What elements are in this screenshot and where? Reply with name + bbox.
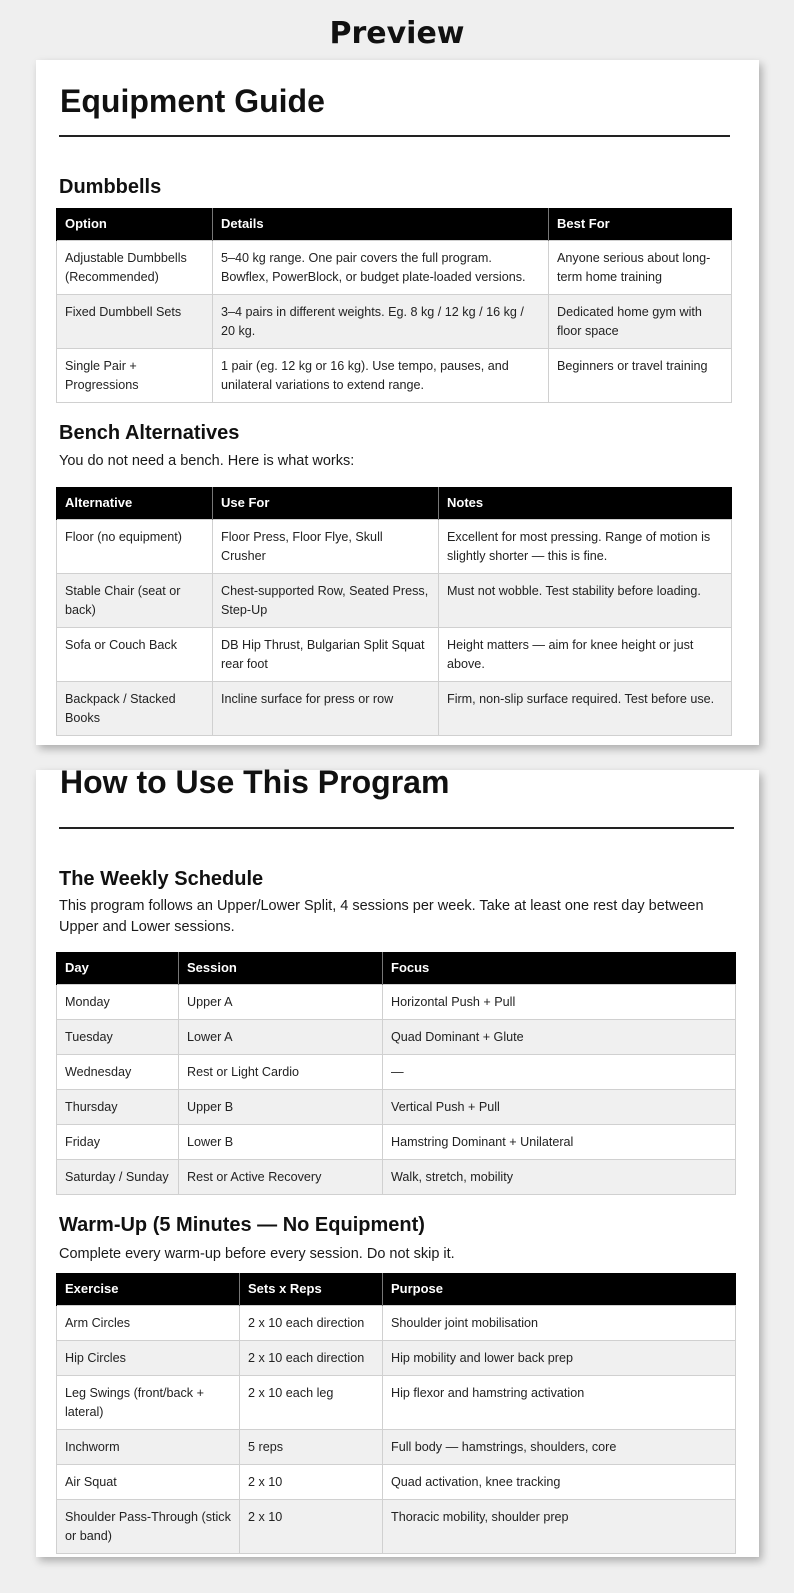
document-page-how-to-use xyxy=(36,764,759,1557)
table-row xyxy=(57,1089,736,1124)
table-cell: Incline surface for press or row xyxy=(213,681,439,735)
table-header-row xyxy=(57,208,732,240)
schedule-intro: This program follows an Upper/Lower Split, 4 sessions per week. Take at least one rest day between Upper and Lower sessions. xyxy=(59,898,704,935)
table-cell: Monday xyxy=(57,984,179,1019)
table-cell: Shoulder Pass-Through (stick or band) xyxy=(57,1499,240,1553)
table-cell: Rest or Light Cardio xyxy=(179,1054,383,1089)
table-row xyxy=(57,519,732,573)
dumbbells-table xyxy=(56,208,732,403)
page-title: How to Use This Program xyxy=(60,764,450,800)
column-header: Day xyxy=(57,952,179,984)
table-cell: Inchworm xyxy=(57,1429,240,1464)
column-header: Focus xyxy=(383,952,736,984)
table-cell: Backpack / Stacked Books xyxy=(57,681,213,735)
table-cell: 5–40 kg range. One pair covers the full program. Bowflex, PowerBlock, or budget plate-loaded versions. xyxy=(213,240,549,294)
table-row xyxy=(57,294,732,348)
table-cell: Saturday / Sunday xyxy=(57,1159,179,1194)
column-header: Sets x Reps xyxy=(240,1273,383,1305)
table-row xyxy=(57,1429,736,1464)
table-row xyxy=(57,627,732,681)
table-cell: Leg Swings (front/back + lateral) xyxy=(57,1375,240,1429)
table-cell: Floor (no equipment) xyxy=(57,519,213,573)
table-cell: Upper A xyxy=(179,984,383,1019)
column-header: Session xyxy=(179,952,383,984)
page-title: Equipment Guide xyxy=(60,83,325,119)
table-cell: Arm Circles xyxy=(57,1305,240,1340)
table-cell: Stable Chair (seat or back) xyxy=(57,573,213,627)
table-cell: Quad activation, knee tracking xyxy=(383,1464,736,1499)
table-cell: Thoracic mobility, shoulder prep xyxy=(383,1499,736,1553)
column-header: Purpose xyxy=(383,1273,736,1305)
table-cell: Adjustable Dumbbells (Recommended) xyxy=(57,240,213,294)
table-cell: Air Squat xyxy=(57,1464,240,1499)
table-cell: DB Hip Thrust, Bulgarian Split Squat rear foot xyxy=(213,627,439,681)
table-cell: Floor Press, Floor Flye, Skull Crusher xyxy=(213,519,439,573)
table-cell: 2 x 10 each direction xyxy=(240,1305,383,1340)
table-cell: Hip flexor and hamstring activation xyxy=(383,1375,736,1429)
table-row xyxy=(57,573,732,627)
table-row xyxy=(57,681,732,735)
table-cell: Vertical Push + Pull xyxy=(383,1089,736,1124)
table-cell: Quad Dominant + Glute xyxy=(383,1019,736,1054)
bench-alternatives-table xyxy=(56,487,732,736)
table-cell: Beginners or travel training xyxy=(549,348,732,402)
table-cell: Lower B xyxy=(179,1124,383,1159)
table-cell: Full body — hamstrings, shoulders, core xyxy=(383,1429,736,1464)
table-cell: Friday xyxy=(57,1124,179,1159)
document-page-equipment-guide xyxy=(36,60,759,745)
warm-up-table xyxy=(56,1273,736,1554)
table-cell: Dedicated home gym with floor space xyxy=(549,294,732,348)
bench-intro: You do not need a bench. Here is what works: xyxy=(59,453,355,469)
table-cell: 1 pair (eg. 12 kg or 16 kg). Use tempo, pauses, and unilateral variations to extend range. xyxy=(213,348,549,402)
table-row xyxy=(57,1054,736,1089)
table-row xyxy=(57,1340,736,1375)
title-divider xyxy=(59,827,734,829)
table-header-row xyxy=(57,1273,736,1305)
column-header: Exercise xyxy=(57,1273,240,1305)
table-cell: 2 x 10 each direction xyxy=(240,1340,383,1375)
table-cell: — xyxy=(383,1054,736,1089)
preview-title: Preview xyxy=(329,16,465,51)
column-header: Option xyxy=(57,208,213,240)
warmup-intro: Complete every warm-up before every session. Do not skip it. xyxy=(59,1246,455,1262)
column-header: Alternative xyxy=(57,487,213,519)
section-heading-warm-up: Warm-Up (5 Minutes — No Equipment) xyxy=(59,1214,425,1236)
table-row xyxy=(57,1019,736,1054)
table-cell: Wednesday xyxy=(57,1054,179,1089)
table-cell: Sofa or Couch Back xyxy=(57,627,213,681)
table-row xyxy=(57,1375,736,1429)
table-row xyxy=(57,984,736,1019)
table-cell: Upper B xyxy=(179,1089,383,1124)
title-divider xyxy=(59,135,730,137)
table-cell: 3–4 pairs in different weights. Eg. 8 kg / 12 kg / 16 kg / 20 kg. xyxy=(213,294,549,348)
section-heading-bench-alternatives: Bench Alternatives xyxy=(59,422,240,444)
table-cell: Chest-supported Row, Seated Press, Step-Up xyxy=(213,573,439,627)
table-row xyxy=(57,240,732,294)
table-cell: Excellent for most pressing. Range of motion is slightly shorter — this is fine. xyxy=(439,519,732,573)
table-cell: Firm, non-slip surface required. Test before use. xyxy=(439,681,732,735)
column-header: Best For xyxy=(549,208,732,240)
table-cell: Fixed Dumbbell Sets xyxy=(57,294,213,348)
table-cell: Tuesday xyxy=(57,1019,179,1054)
table-row xyxy=(57,1499,736,1553)
table-row xyxy=(57,348,732,402)
column-header: Use For xyxy=(213,487,439,519)
table-cell: Height matters — aim for knee height or just above. xyxy=(439,627,732,681)
table-cell: Hip Circles xyxy=(57,1340,240,1375)
table-row xyxy=(57,1124,736,1159)
table-cell: 2 x 10 xyxy=(240,1499,383,1553)
table-cell: Hip mobility and lower back prep xyxy=(383,1340,736,1375)
section-heading-weekly-schedule: The Weekly Schedule xyxy=(59,868,264,890)
table-cell: Must not wobble. Test stability before loading. xyxy=(439,573,732,627)
table-header-row xyxy=(57,487,732,519)
table-cell: Hamstring Dominant + Unilateral xyxy=(383,1124,736,1159)
weekly-schedule-table xyxy=(56,952,736,1195)
table-cell: 2 x 10 xyxy=(240,1464,383,1499)
table-row xyxy=(57,1159,736,1194)
table-cell: Anyone serious about long-term home training xyxy=(549,240,732,294)
table-row xyxy=(57,1305,736,1340)
table-row xyxy=(57,1464,736,1499)
table-cell: Shoulder joint mobilisation xyxy=(383,1305,736,1340)
table-header-row xyxy=(57,952,736,984)
table-cell: Lower A xyxy=(179,1019,383,1054)
table-cell: Single Pair + Progressions xyxy=(57,348,213,402)
table-cell: 5 reps xyxy=(240,1429,383,1464)
table-cell: Rest or Active Recovery xyxy=(179,1159,383,1194)
table-cell: Walk, stretch, mobility xyxy=(383,1159,736,1194)
table-cell: Thursday xyxy=(57,1089,179,1124)
column-header: Details xyxy=(213,208,549,240)
table-cell: Horizontal Push + Pull xyxy=(383,984,736,1019)
section-heading-dumbbells: Dumbbells xyxy=(59,176,162,198)
table-cell: 2 x 10 each leg xyxy=(240,1375,383,1429)
column-header: Notes xyxy=(439,487,732,519)
